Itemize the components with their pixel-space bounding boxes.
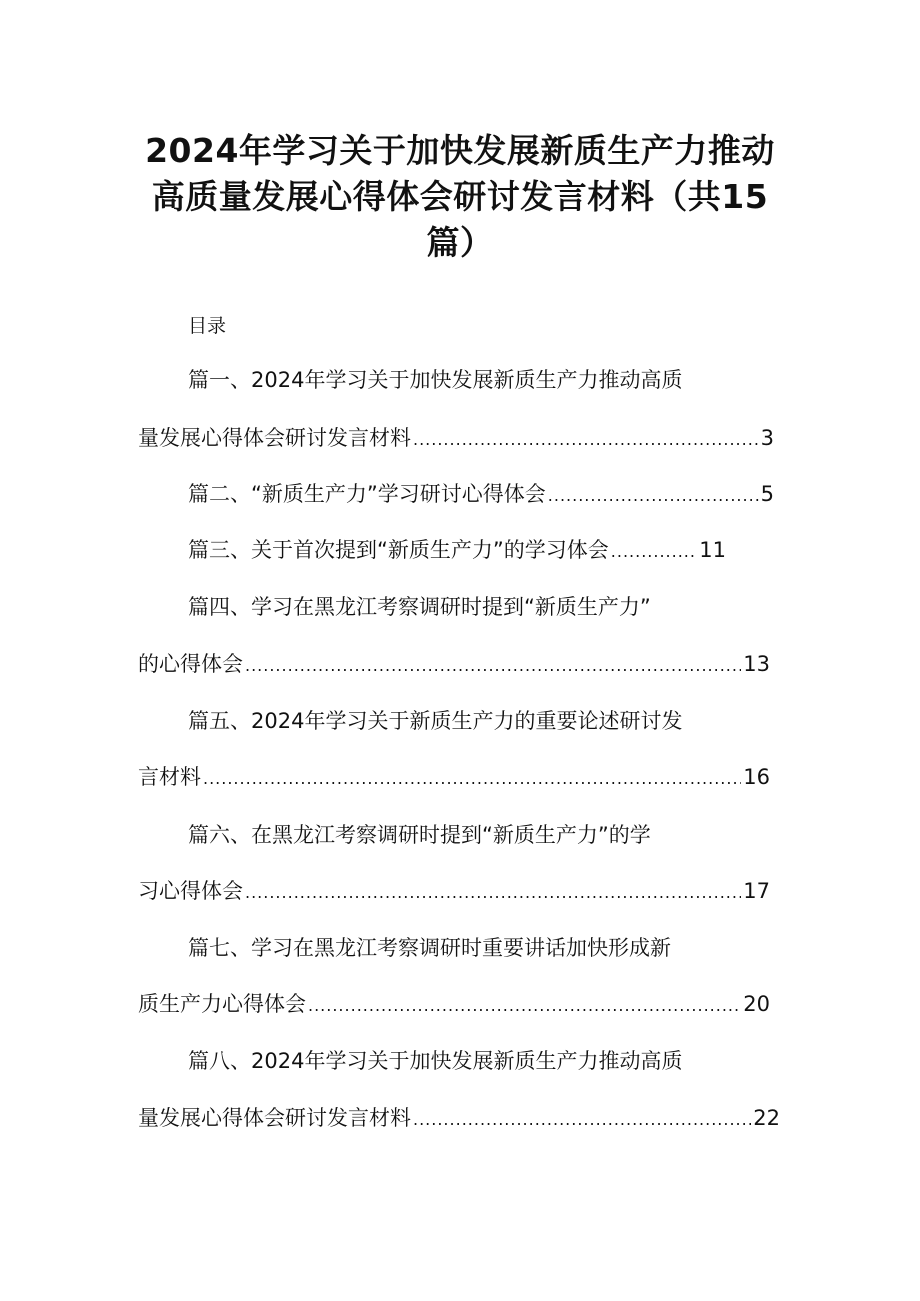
toc-entry-title: 篇一、2024年学习关于加快发展新质生产力推动高质 — [188, 368, 683, 392]
toc-page-number: 13 — [743, 652, 770, 676]
toc-entry-5-line2[interactable] — [138, 763, 770, 793]
toc-page-number: 16 — [743, 765, 770, 789]
toc-entry-title-cont: 量发展心得体会研讨发言材料 — [138, 1106, 411, 1130]
toc-page-number: 5 — [760, 482, 774, 506]
toc-leader-dots — [413, 426, 759, 454]
toc-leader-dots — [548, 482, 759, 510]
toc-entry-1-line1[interactable] — [188, 366, 682, 394]
toc-entry-7-line2[interactable] — [138, 990, 770, 1020]
toc-entry-8-line2[interactable] — [138, 1104, 780, 1134]
toc-entry-title: 篇七、学习在黑龙江考察调研时重要讲话加快形成新 — [188, 936, 671, 960]
toc-entry-4-line1[interactable] — [188, 593, 651, 621]
toc-page-number: 22 — [753, 1106, 780, 1130]
toc-leader-dots — [611, 538, 698, 566]
toc-leader-dots — [413, 1106, 751, 1134]
toc-entry-title: 篇八、2024年学习关于加快发展新质生产力推动高质 — [188, 1049, 683, 1073]
toc-entry-title: 篇三、关于首次提到“新质生产力”的学习体会 — [188, 538, 609, 562]
toc-entry-2[interactable] — [188, 480, 774, 510]
toc-entry-title: 篇二、“新质生产力”学习研讨心得体会 — [188, 482, 546, 506]
toc-entry-1-line2[interactable] — [138, 424, 774, 454]
document-title: 2024年学习关于加快发展新质生产力推动高质量发展心得体会研讨发言材料（共15篇） — [145, 131, 775, 262]
toc-page-number: 11 — [699, 538, 726, 562]
toc-entry-title: 篇四、学习在黑龙江考察调研时提到“新质生产力” — [188, 595, 651, 619]
toc-entry-7-line1[interactable] — [188, 934, 671, 962]
toc-leader-dots — [245, 652, 741, 680]
toc-entry-4-line2[interactable] — [138, 650, 770, 680]
toc-entry-title-cont: 量发展心得体会研讨发言材料 — [138, 426, 411, 450]
toc-leader-dots — [308, 992, 741, 1020]
toc-heading: 目录 — [188, 315, 227, 337]
toc-entry-title-cont: 质生产力心得体会 — [138, 992, 306, 1016]
toc-page-number: 3 — [760, 426, 774, 450]
toc-entry-5-line1[interactable] — [188, 707, 682, 735]
toc-entry-6-line2[interactable] — [138, 877, 770, 907]
toc-entry-title-cont: 言材料 — [138, 765, 201, 789]
toc-leader-dots — [245, 879, 741, 907]
toc-entry-8-line1[interactable] — [188, 1047, 682, 1075]
toc-page-number: 20 — [743, 992, 770, 1016]
toc-entry-6-line1[interactable] — [188, 821, 651, 849]
toc-entry-title-cont: 的心得体会 — [138, 652, 243, 676]
toc-entry-title: 篇六、在黑龙江考察调研时提到“新质生产力”的学 — [188, 823, 651, 847]
toc-entry-title: 篇五、2024年学习关于新质生产力的重要论述研讨发 — [188, 709, 683, 733]
toc-entry-title-cont: 习心得体会 — [138, 879, 243, 903]
toc-entry-3[interactable] — [188, 536, 726, 566]
toc-page-number: 17 — [743, 879, 770, 903]
toc-leader-dots — [203, 765, 741, 793]
